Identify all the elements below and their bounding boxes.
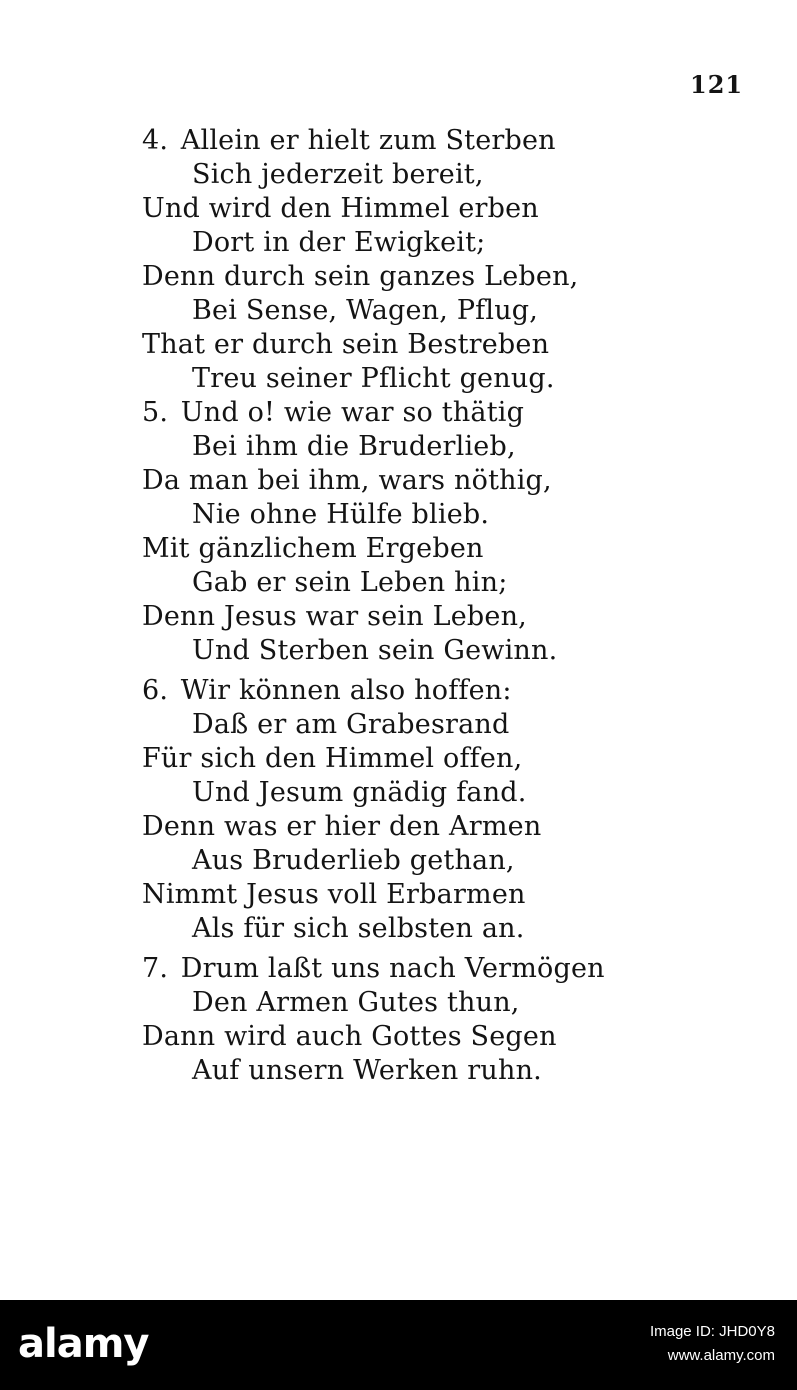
stanza-7 <box>142 952 662 1088</box>
stanza-number: 6. <box>142 675 169 706</box>
verse-line <box>142 396 662 430</box>
verse-line <box>142 952 662 986</box>
verse-line: Als für sich selbsten an. <box>192 913 525 944</box>
verse-line: That er durch sein Bestreben <box>142 329 550 360</box>
verse-text: Und o! wie war so thätig <box>180 397 525 428</box>
verse-line: Gab er sein Leben hin; <box>192 567 508 598</box>
stanza-number: 7. <box>142 953 169 984</box>
verse-line: Auf unsern Werken ruhn. <box>192 1055 542 1086</box>
stanza-5 <box>142 396 662 668</box>
verse-text: Drum laßt uns nach Vermögen <box>180 953 605 984</box>
verse-line: Und Jesum gnädig fand. <box>192 777 527 808</box>
image-credit <box>650 1320 775 1368</box>
verse-line: Mit gänzlichem Ergeben <box>142 533 484 564</box>
verse-line: Dort in der Ewigkeit; <box>192 227 486 258</box>
page-number: 121 <box>690 70 744 99</box>
verse-text: Wir können also hoffen: <box>180 675 512 706</box>
verse-line: Daß er am Grabesrand <box>192 709 510 740</box>
stanza-6 <box>142 674 662 946</box>
verse-line: Für sich den Himmel offen, <box>142 743 523 774</box>
image-id-text: Image ID: JHD0Y8 <box>649 1323 775 1340</box>
stanza-4 <box>142 124 662 396</box>
verse-line: Treu seiner Pflicht genug. <box>192 363 555 394</box>
verse-line: Sich jederzeit bereit, <box>192 159 484 190</box>
verse-line: Denn was er hier den Armen <box>142 811 542 842</box>
alamy-logo: alamy <box>18 1321 149 1367</box>
verse-line: Nie ohne Hülfe blieb. <box>192 499 490 530</box>
verse-line: Dann wird auch Gottes Segen <box>142 1021 557 1052</box>
stanza-number: 5. <box>142 397 169 428</box>
watermark-banner <box>0 1300 797 1390</box>
verse-line: Und Sterben sein Gewinn. <box>192 635 558 666</box>
verse-line: Denn Jesus war sein Leben, <box>142 601 527 632</box>
verse-line: Denn durch sein ganzes Leben, <box>142 261 579 292</box>
poem <box>142 124 662 1088</box>
verse-line <box>142 124 662 158</box>
verse-line: Bei ihm die Bruderlieb, <box>192 431 516 462</box>
verse-text: Allein er hielt zum Sterben <box>180 125 556 156</box>
site-url-text: www.alamy.com <box>667 1347 775 1364</box>
verse-line: Bei Sense, Wagen, Pflug, <box>192 295 539 326</box>
stanza-number: 4. <box>142 125 169 156</box>
verse-line: Und wird den Himmel erben <box>142 193 539 224</box>
verse-line: Nimmt Jesus voll Erbarmen <box>142 879 526 910</box>
verse-line: Aus Bruderlieb gethan, <box>192 845 515 876</box>
verse-line: Da man bei ihm, wars nöthig, <box>142 465 552 496</box>
verse-line <box>142 674 662 708</box>
verse-line: Den Armen Gutes thun, <box>192 987 520 1018</box>
